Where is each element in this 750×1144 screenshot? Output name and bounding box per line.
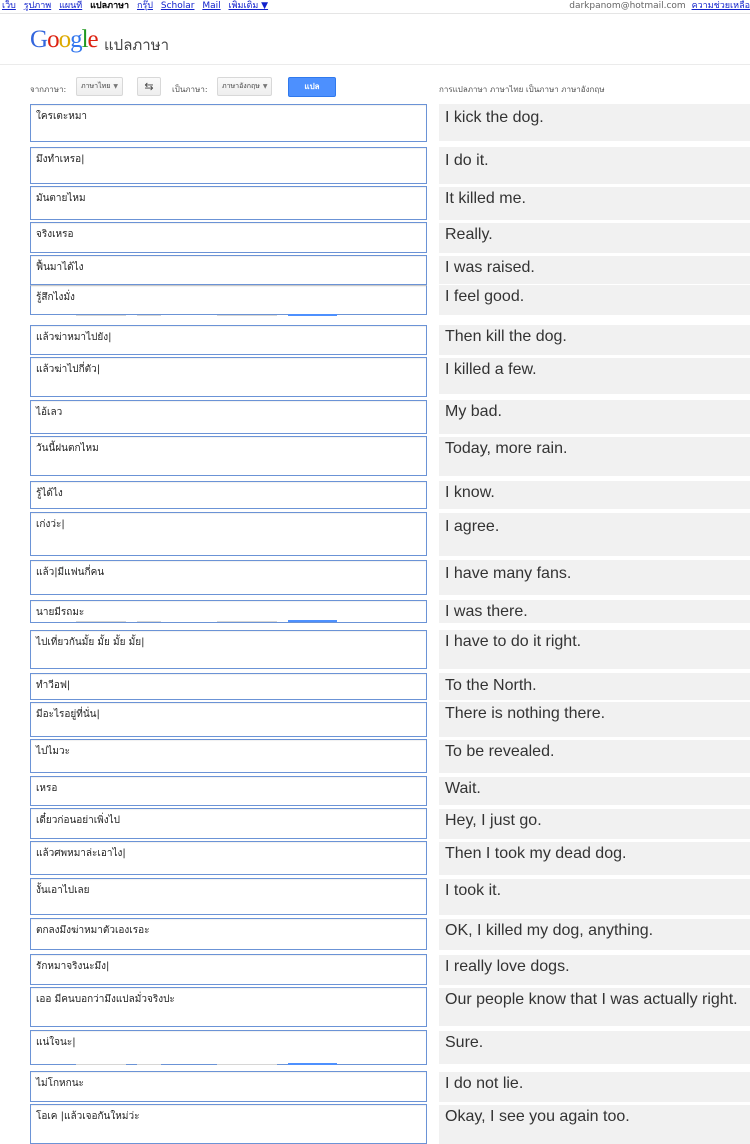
chevron-down-icon: ▼ <box>113 83 118 90</box>
translation-result: I was raised. <box>439 256 750 284</box>
source-text-input[interactable]: เก่งว่ะ| <box>30 512 427 556</box>
translation-result: I agree. <box>439 513 750 556</box>
source-text-input[interactable]: แล้ว|มีแฟนกี่คน <box>30 560 427 595</box>
translation-result: I feel good. <box>439 285 750 315</box>
source-text-input[interactable]: ไอ้เลว <box>30 400 427 434</box>
translation-result: I do it. <box>439 147 750 184</box>
translation-result: I took it. <box>439 879 750 915</box>
translation-result: I have to do it right. <box>439 630 750 669</box>
nav-link-images[interactable]: รูปภาพ <box>23 1 52 11</box>
source-language-label: จากภาษา: <box>30 85 67 94</box>
ghost-control <box>137 621 161 622</box>
ghost-control <box>76 621 126 622</box>
source-text-input[interactable]: รู้สึกไงมั่ง <box>30 285 427 315</box>
translation-result: My bad. <box>439 400 750 434</box>
source-text-input[interactable]: เออ มีคนบอกว่ามึงแปลมั่วจริงปะ <box>30 987 427 1027</box>
swap-languages-button[interactable] <box>137 77 161 96</box>
swap-arrows-icon: ⇆ <box>144 80 154 93</box>
account-email: darkpanom@hotmail.com <box>569 1 686 11</box>
source-text-input[interactable]: แล้วฆ่าไปกี่ตัว| <box>30 357 427 397</box>
source-text-input[interactable]: จริงเหรอ <box>30 222 427 253</box>
nav-link-translate[interactable]: แปลภาษา <box>90 1 130 11</box>
translation-result: I have many fans. <box>439 560 750 595</box>
source-text-input[interactable]: แล้วศพหมาล่ะเอาไง| <box>30 841 427 875</box>
target-language-value: ภาษาอังกฤษ <box>222 82 260 90</box>
translation-result: Today, more rain. <box>439 437 750 476</box>
ghost-control <box>217 315 277 316</box>
translation-result: I know. <box>439 481 750 509</box>
translation-result: There is nothing there. <box>439 702 750 737</box>
target-language-label: เป็นภาษา: <box>172 85 208 94</box>
source-text-input[interactable]: รักหมาจริงนะมึง| <box>30 954 427 985</box>
translation-result: I was there. <box>439 600 750 623</box>
nav-link-more[interactable]: เพิ่มเติม ▼ <box>228 1 269 11</box>
source-text-input[interactable]: นายมีรถมะ <box>30 600 427 623</box>
translation-result: Then I took my dead dog. <box>439 842 750 875</box>
ghost-control <box>137 315 161 316</box>
source-text-input[interactable]: ทำวีอฟ| <box>30 673 427 700</box>
source-text-input[interactable]: แล้วฆ่าหมาไปยัง| <box>30 325 427 355</box>
product-links <box>2 0 273 12</box>
source-text-input[interactable]: โอเค |แล้วเจอกันใหม่ว่ะ <box>30 1104 427 1144</box>
translation-result: It killed me. <box>439 187 750 220</box>
nav-link-maps[interactable]: แผนที่ <box>59 1 83 11</box>
source-language-value: ภาษาไทย <box>81 82 111 90</box>
source-text-input[interactable]: ใครเตะหมา <box>30 104 427 142</box>
nav-link-mail[interactable]: Mail <box>202 1 221 11</box>
source-text-input[interactable]: งั้นเอาไปเลย <box>30 878 427 915</box>
source-language-select[interactable] <box>76 77 123 96</box>
translation-result: I kick the dog. <box>439 104 750 141</box>
ghost-translate-button <box>288 620 337 622</box>
translation-result: Okay, I see you again too. <box>439 1105 750 1144</box>
ghost-translate-button <box>288 314 337 316</box>
translation-result: Wait. <box>439 777 750 805</box>
source-text-input[interactable]: ไปไมวะ <box>30 739 427 773</box>
ghost-control <box>76 315 126 316</box>
result-language-header: การแปลภาษา ภาษาไทย เป็นภาษา ภาษาอังกฤษ <box>439 85 605 94</box>
source-text-input[interactable]: ตกลงมึงฆ่าหมาตัวเองเรอะ <box>30 918 427 950</box>
source-text-input[interactable]: รู้ได้ไง <box>30 481 427 509</box>
translation-result: To the North. <box>439 673 750 700</box>
product-title: แปลภาษา <box>104 36 170 54</box>
nav-link-groups[interactable]: กรุ๊ป <box>137 1 153 11</box>
page-header <box>0 15 750 65</box>
ghost-control <box>76 1064 126 1065</box>
translation-result: Our people know that I was actually right. <box>439 988 750 1026</box>
translate-button[interactable]: แปล <box>288 77 336 97</box>
source-text-input[interactable]: มึงทำเหรอ| <box>30 147 427 184</box>
help-link[interactable]: ความช่วยเหลือ <box>691 1 750 11</box>
target-language-select[interactable] <box>217 77 272 96</box>
google-logo[interactable]: Google <box>30 26 98 53</box>
source-text-input[interactable]: มีอะไรอยู่ที่นั่น| <box>30 702 427 737</box>
ghost-control <box>217 621 277 622</box>
source-text-input[interactable]: ไม่โกหกนะ <box>30 1071 427 1102</box>
top-navigation-bar <box>0 0 750 14</box>
source-text-input[interactable]: เหรอ <box>30 776 427 806</box>
account-area <box>569 0 750 12</box>
nav-link-scholar[interactable]: Scholar <box>160 1 195 11</box>
translation-result: Hey, I just go. <box>439 809 750 839</box>
translation-result: OK, I killed my dog, anything. <box>439 919 750 950</box>
translation-result: I really love dogs. <box>439 955 750 985</box>
translation-result: Then kill the dog. <box>439 325 750 355</box>
chevron-down-icon: ▼ <box>262 83 268 90</box>
translation-result: Really. <box>439 223 750 253</box>
source-text-input[interactable]: ฟื้นมาได้ไง <box>30 255 427 285</box>
source-text-input[interactable]: ไปเที่ยวกันมั้ย มั้ย มั้ย มั้ย| <box>30 630 427 669</box>
ghost-control <box>137 1064 161 1065</box>
source-text-input[interactable]: วันนี้ฝนตกไหม <box>30 436 427 476</box>
source-text-input[interactable]: แน่ใจนะ| <box>30 1030 427 1065</box>
translation-result: I killed a few. <box>439 358 750 394</box>
source-text-input[interactable]: เดี๋ยวก่อนอย่าเพิ่งไป <box>30 808 427 839</box>
nav-link-web[interactable]: เว็บ <box>2 1 16 11</box>
translation-result: To be revealed. <box>439 740 750 773</box>
translation-result: Sure. <box>439 1031 750 1064</box>
source-text-input[interactable]: มันตายไหม <box>30 186 427 220</box>
translation-result: I do not lie. <box>439 1072 750 1102</box>
ghost-translate-button <box>288 1063 337 1065</box>
ghost-control <box>217 1064 277 1065</box>
